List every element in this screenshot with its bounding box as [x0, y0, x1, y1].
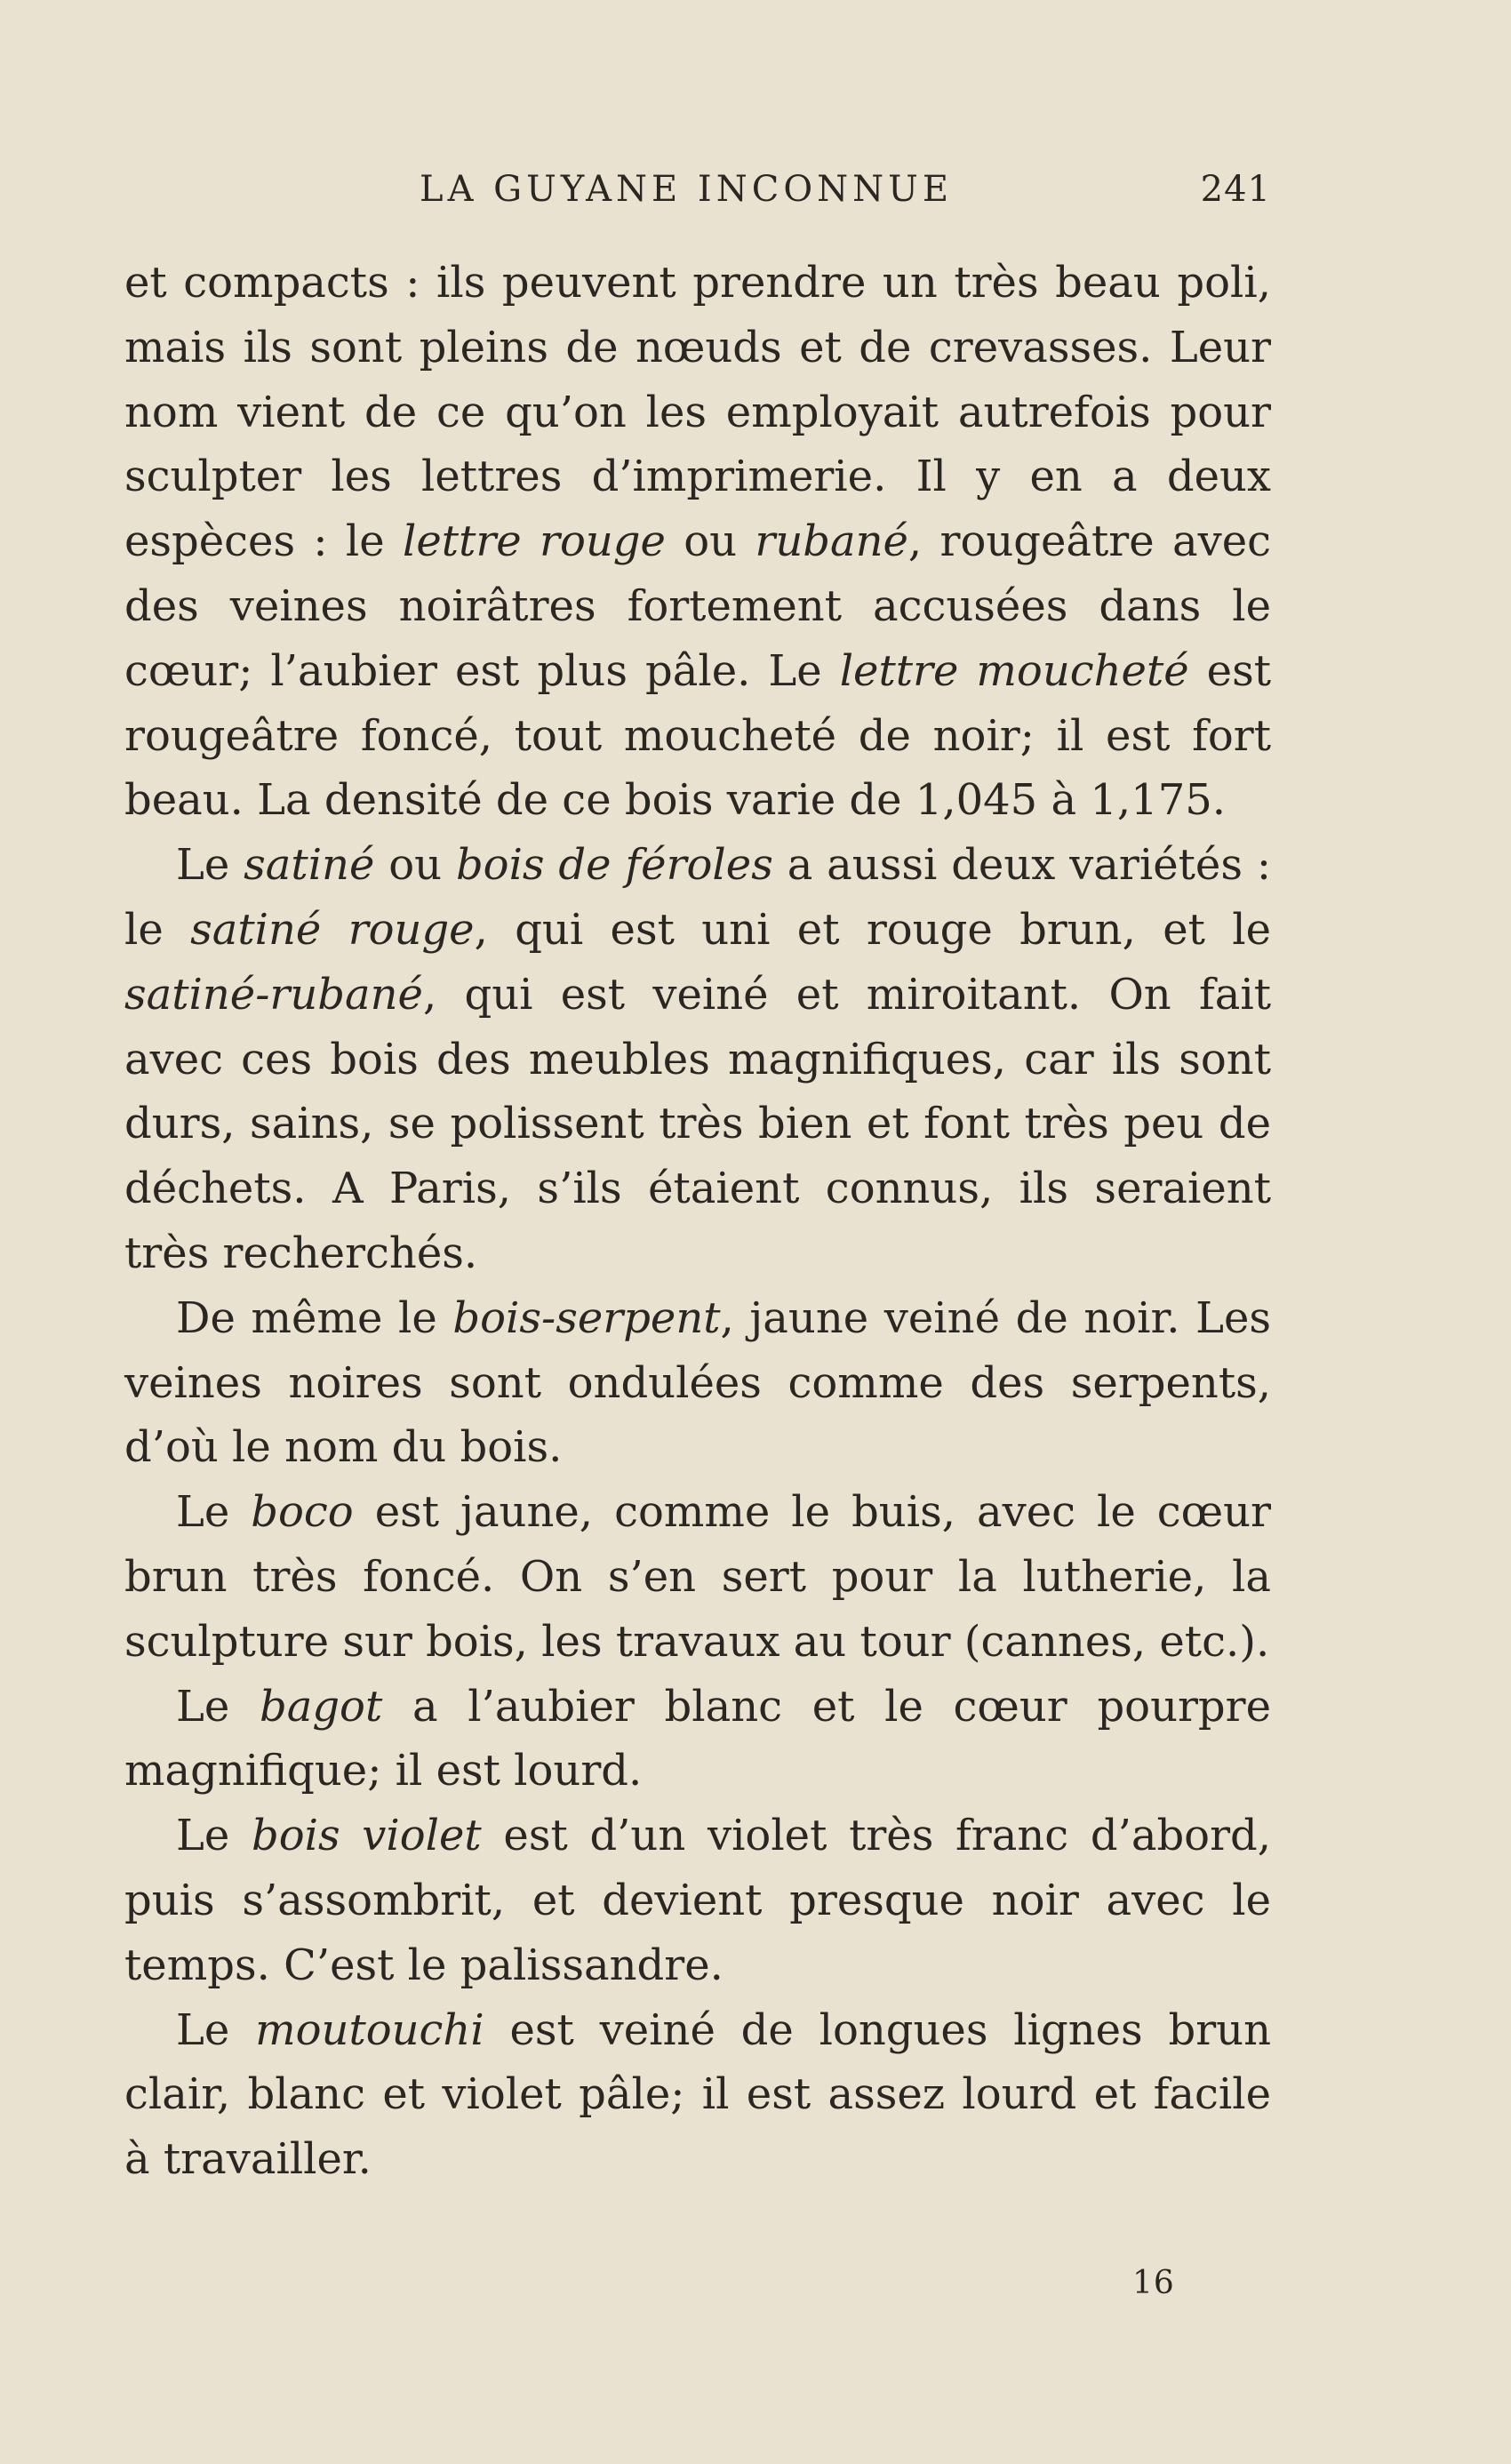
italic-term: boco — [251, 1487, 354, 1538]
text-run: est jaune, comme le buis, avec le cœur brun très foncé. On s’en sert pour la lutherie, la sculpture sur bois, les travaux au tour (cannes, etc.). — [124, 1487, 1271, 1667]
text-run: ou — [374, 840, 456, 891]
running-title: LA GUYANE INCONNUE — [420, 169, 954, 210]
italic-term: moutouchi — [255, 2004, 484, 2055]
text-run: est d’un violet très franc d’abord, puis s’assombrit, et devient presque noir avec le temps. C’est le palissandre. — [124, 1811, 1272, 1990]
text-run: , qui est uni et rouge brun, et le — [474, 904, 1272, 955]
running-header — [124, 169, 1271, 213]
text-run: , qui est veiné et miroitant. On fait avec ces bois des meubles magnifiques, car ils sont durs, sains, se polissent très bien et font très peu de déchets. A Paris, s’ils étaient connus, ils seraient très recherchés. — [124, 969, 1271, 1278]
paragraph — [124, 833, 1271, 1286]
italic-term: bois de féroles — [455, 840, 773, 891]
text-run: Le — [176, 1681, 260, 1732]
italic-term: bois-serpent — [452, 1292, 721, 1343]
italic-term: satiné-rubané — [124, 969, 423, 1020]
text-run: , jaune veiné de noir. Les veines noires sont ondulées comme des serpents, d’où le nom du bois. — [124, 1292, 1271, 1473]
italic-term: bois violet — [251, 1811, 482, 1861]
paragraph — [124, 1998, 1271, 2192]
text-run: a aussi deux variétés : le — [124, 840, 1272, 955]
text-run: est rougeâtre foncé, tout moucheté de noir; il est fort beau. La densité de ce bois varie de 1,045 à 1,175. — [124, 645, 1272, 826]
italic-term: lettre moucheté — [839, 645, 1189, 696]
page-number: 241 — [1200, 169, 1271, 210]
paragraph — [124, 251, 1271, 833]
italic-term: rubané — [755, 516, 908, 567]
text-run: ou — [665, 516, 756, 567]
text-run: a l’aubier blanc et le cœur pourpre magnifique; il est lourd. — [124, 1681, 1272, 1796]
paragraph — [124, 1480, 1271, 1674]
paragraph — [124, 1675, 1271, 1804]
italic-term: bagot — [259, 1681, 383, 1732]
text-run: , rougeâtre avec des veines noirâtres fortement accusées dans le cœur; l’aubier est plus pâle. Le — [124, 516, 1272, 696]
paragraph — [124, 1286, 1271, 1480]
text-run: Le — [176, 1811, 252, 1861]
body-text — [124, 251, 1271, 2192]
text-run: Le — [176, 840, 244, 891]
paragraph — [124, 1804, 1271, 1997]
text-run: Le — [176, 2004, 256, 2055]
text-run: Le — [176, 1487, 252, 1538]
signature-mark: 16 — [1132, 2265, 1175, 2301]
text-run: De même le — [176, 1292, 453, 1343]
text-run: et compacts : ils peuvent prendre un très beau poli, mais ils sont pleins de nœuds et de crevasses. Leur nom vient de ce qu’on les employait autrefois pour sculpter les lettres d’imprimerie. Il y en a deux espèces : le — [124, 258, 1271, 567]
italic-term: satiné — [244, 840, 375, 891]
italic-term: lettre rouge — [403, 516, 666, 567]
italic-term: satiné rouge — [190, 904, 475, 955]
text-run: est veiné de longues lignes brun clair, blanc et violet pâle; il est assez lourd et facile à travailler. — [124, 2004, 1271, 2185]
